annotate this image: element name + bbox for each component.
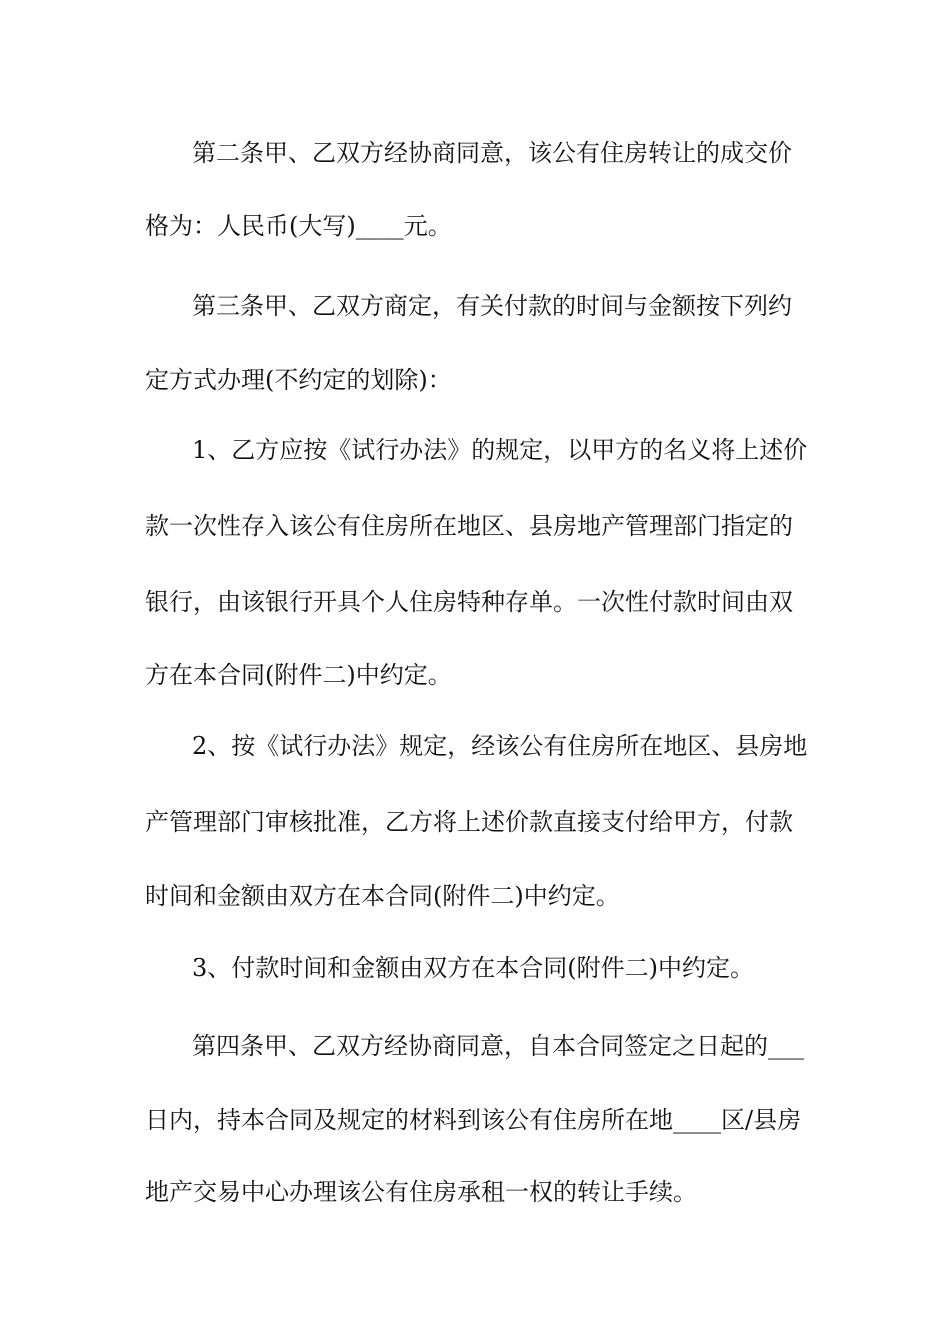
article-2-line-2 <box>145 206 950 246</box>
text: 3、付款时间和金额由双方在本合同(附件二)中约定。 <box>192 954 754 982</box>
text: 产管理部门审核批准，乙方将上述价款直接支付给甲方，付款 <box>145 808 793 836</box>
text: 1、乙方应按《试行办法》的规定，以甲方的名义将上述价 <box>192 436 808 464</box>
item-3-line-1 <box>192 948 950 988</box>
text: 第二条甲、乙双方经协商同意，该公有住房转让的成交价 <box>192 139 792 167</box>
item-1-line-1 <box>192 430 950 470</box>
text: 方在本合同(附件二)中约定。 <box>145 661 452 689</box>
text: 地产交易中心办理该公有住房承租一权的转让手续。 <box>145 1178 697 1206</box>
article-3-line-2 <box>145 360 950 400</box>
text: 银行，由该银行开具个人住房特种存单。一次性付款时间由双 <box>145 588 793 616</box>
item-1-line-3 <box>145 582 950 622</box>
article-2-line-1 <box>192 133 950 173</box>
text: 定方式办理(不约定的划除)： <box>145 366 452 394</box>
article-4-line-3 <box>145 1172 950 1212</box>
article-3-line-1 <box>192 286 950 326</box>
item-2-line-3 <box>145 876 950 916</box>
item-1-line-4 <box>145 655 950 695</box>
item-2-line-1 <box>192 726 950 766</box>
text: 款一次性存入该公有住房所在地区、县房地产管理部门指定的 <box>145 512 793 540</box>
text: 第三条甲、乙双方商定，有关付款的时间与金额按下列约 <box>192 292 792 320</box>
text: 时间和金额由双方在本合同(附件二)中约定。 <box>145 882 620 910</box>
item-2-line-2 <box>145 802 950 842</box>
item-1-line-2 <box>145 506 950 546</box>
text: 第四条甲、乙双方经协商同意，自本合同签定之日起的___ <box>192 1032 804 1060</box>
text: 格为：人民币(大写)____元。 <box>145 212 452 240</box>
text: 2、按《试行办法》规定，经该公有住房所在地区、县房地 <box>192 732 808 760</box>
text: 日内，持本合同及规定的材料到该公有住房所在地____区/县房 <box>145 1106 802 1134</box>
article-4-line-2 <box>145 1100 950 1140</box>
article-4-line-1 <box>192 1026 950 1066</box>
